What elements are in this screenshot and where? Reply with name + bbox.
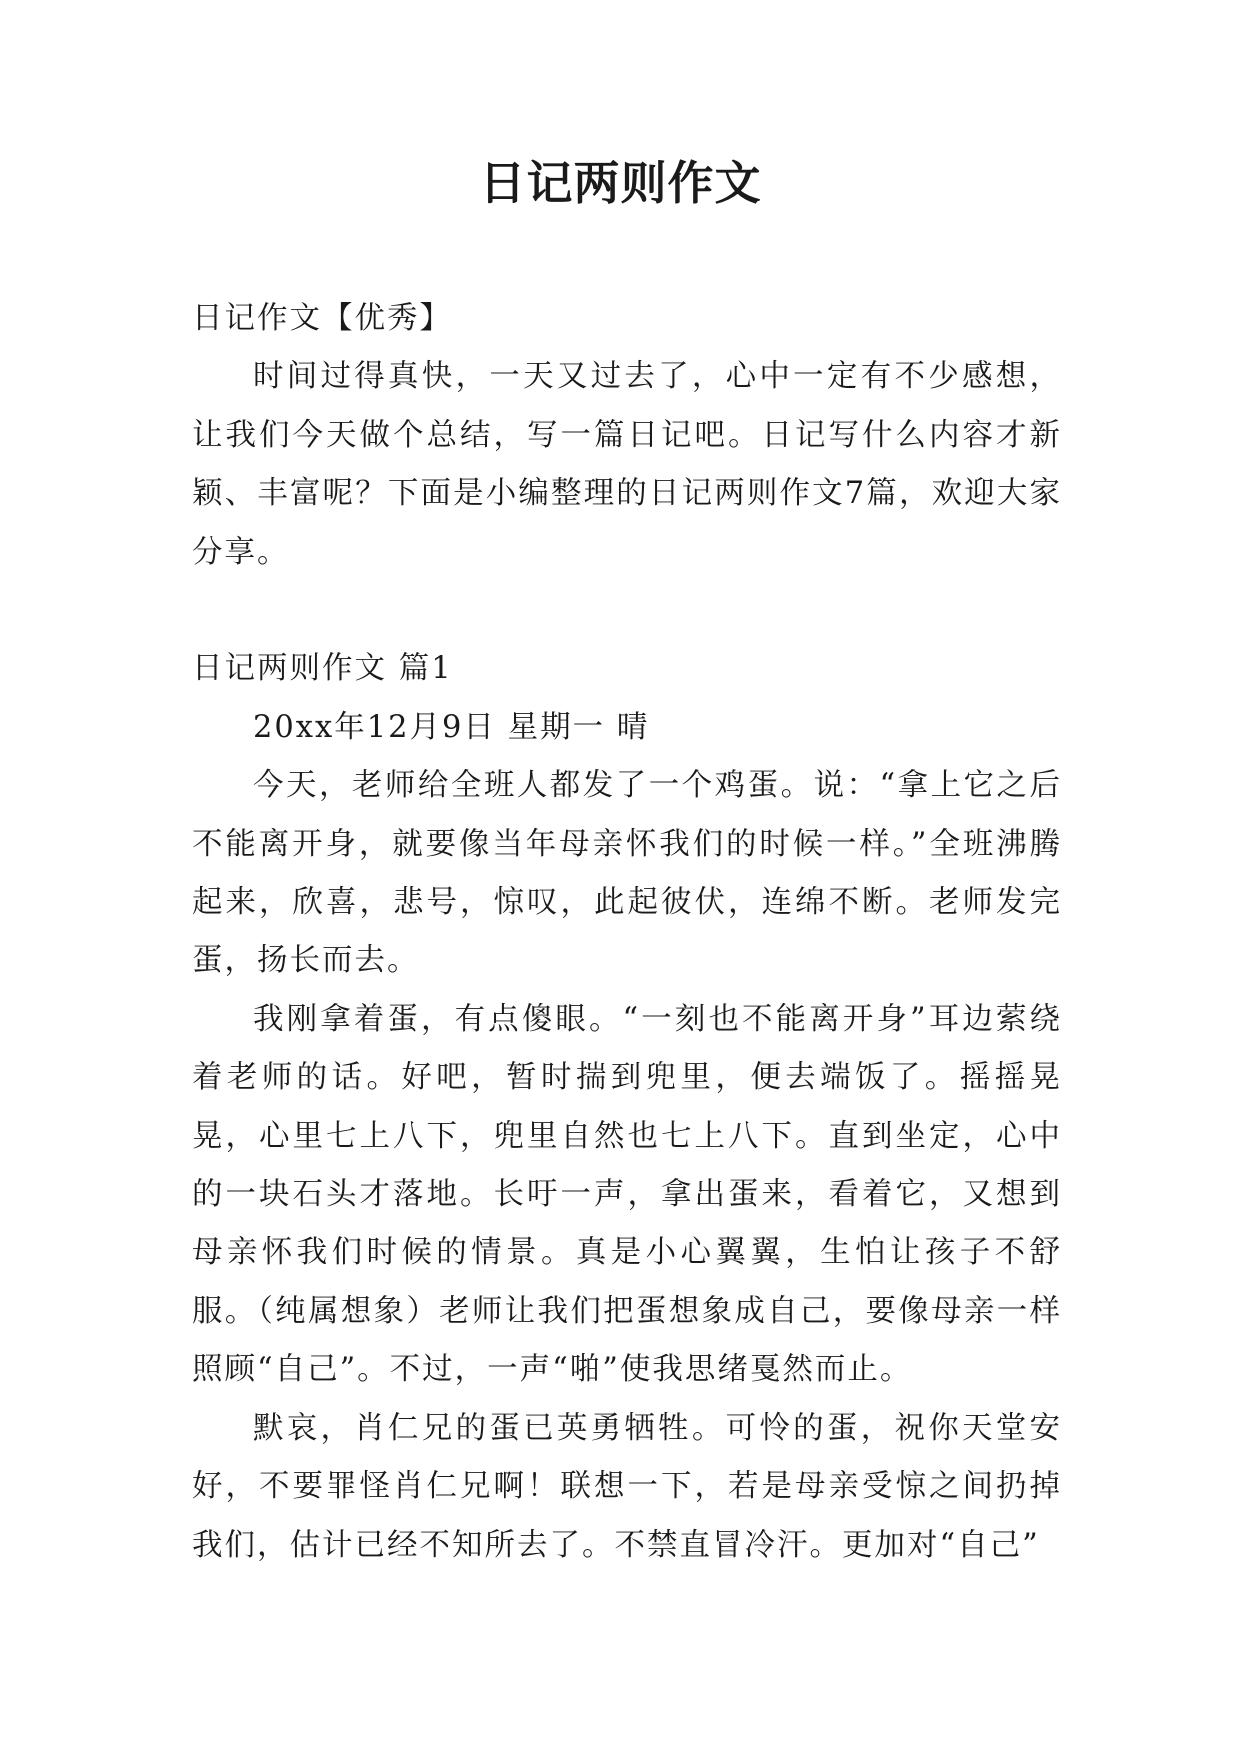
section1-date-line: 20xx年12月9日 星期一 晴 bbox=[253, 709, 650, 745]
section1-paragraph-1: 今天，老师给全班人都发了一个鸡蛋。说：“拿上它之后不能离开身，就要像当年母亲怀我们的时候一样。”全班沸腾起来，欣喜，悲号，惊叹，此起彼伏，连绵不断。老师发完蛋，扬长而去。 bbox=[192, 768, 1062, 979]
section-spacer bbox=[192, 582, 1062, 640]
document-title: 日记两则作文 bbox=[479, 156, 762, 210]
intro-heading: 日记作文【优秀】 bbox=[192, 301, 452, 336]
document-body bbox=[192, 290, 1062, 1575]
section1-paragraph-2: 我刚拿着蛋，有点傻眼。“一刻也不能离开身”耳边萦绕着老师的话。好吧，暂时揣到兜里，便去端饭了。摇摇晃晃，心里七上八下，兜里自然也七上八下。直到坐定，心中的一块石头才落地。长吁一声，拿出蛋来，看着它，又想到母亲怀我们时候的情景。真是小心翼翼，生怕让孩子不舒服。（纯属想象）老师让我们把蛋想象成自己，要像母亲一样照顾“自己”。不过，一声“啪”使我思绪戛然而止。 bbox=[192, 1001, 1062, 1388]
section1-heading: 日记两则作文 篇1 bbox=[192, 651, 453, 687]
section1-paragraph-3: 默哀，肖仁兄的蛋已英勇牺牲。可怜的蛋，祝你天堂安好，不要罪怪肖仁兄啊！联想一下，若是母亲受惊之间扔掉我们，估计已经不知所去了。不禁直冒冷汗。更加对“自己” bbox=[192, 1410, 1062, 1563]
intro-paragraph: 时间过得真快，一天又过去了，心中一定有不少感想，让我们今天做个总结，写一篇日记吧。日记写什么内容才新颖、丰富呢？下面是小编整理的日记两则作文7篇，欢迎大家分享。 bbox=[192, 359, 1062, 570]
